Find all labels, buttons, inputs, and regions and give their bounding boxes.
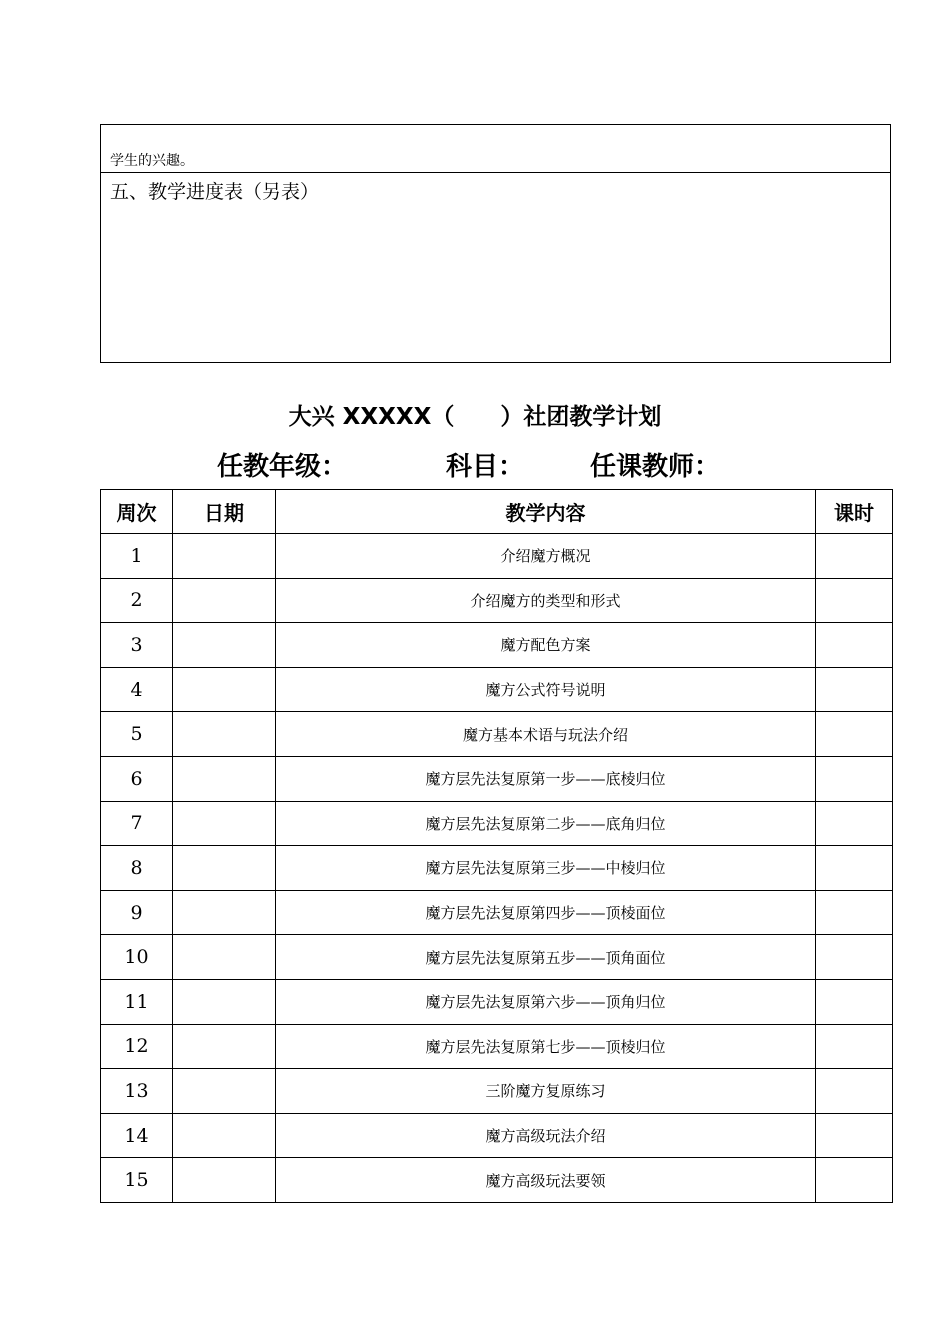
cell-hours (816, 534, 893, 579)
cell-content: 魔方层先法复原第六步——顶角归位 (276, 979, 816, 1024)
cell-hours (816, 979, 893, 1024)
cell-content: 魔方高级玩法要领 (276, 1158, 816, 1203)
cell-date (173, 1158, 276, 1203)
cell-content: 魔方基本术语与玩法介绍 (276, 712, 816, 757)
document-title (0, 398, 950, 431)
cell-week: 6 (101, 756, 173, 801)
cell-content: 魔方层先法复原第四步——顶棱面位 (276, 890, 816, 935)
previous-text-row (101, 125, 890, 173)
document-title-text: 大兴 XXXXX（ ）社团教学计划 (288, 404, 662, 430)
table-row (101, 1158, 893, 1203)
progress-section-heading: 五、教学进度表（另表） (110, 181, 320, 203)
cell-content: 介绍魔方概况 (276, 534, 816, 579)
cell-week: 1 (101, 534, 173, 579)
cell-hours (816, 890, 893, 935)
cell-hours (816, 578, 893, 623)
table-header-row (101, 490, 893, 534)
cell-week: 11 (101, 979, 173, 1024)
cell-week: 3 (101, 623, 173, 668)
table-row (101, 801, 893, 846)
header-content: 教学内容 (276, 490, 816, 534)
cell-week: 14 (101, 1113, 173, 1158)
cell-content: 魔方层先法复原第三步——中棱归位 (276, 846, 816, 891)
previous-text: 学生的兴趣。 (110, 153, 194, 169)
cell-date (173, 578, 276, 623)
cell-content: 魔方高级玩法介绍 (276, 1113, 816, 1158)
cell-content: 介绍魔方的类型和形式 (276, 578, 816, 623)
cell-hours (816, 801, 893, 846)
cell-hours (816, 935, 893, 980)
table-row (101, 1024, 893, 1069)
cell-hours (816, 756, 893, 801)
table-row (101, 534, 893, 579)
cell-week: 12 (101, 1024, 173, 1069)
cell-date (173, 979, 276, 1024)
teaching-plan-table (100, 489, 893, 1203)
cell-hours (816, 1113, 893, 1158)
cell-date (173, 1113, 276, 1158)
cell-date (173, 712, 276, 757)
cell-date (173, 801, 276, 846)
cell-content: 魔方层先法复原第五步——顶角面位 (276, 935, 816, 980)
header-date: 日期 (173, 490, 276, 534)
cell-content: 魔方层先法复原第一步——底棱归位 (276, 756, 816, 801)
table-row (101, 935, 893, 980)
cell-week: 7 (101, 801, 173, 846)
table-row (101, 1069, 893, 1114)
table-row (101, 667, 893, 712)
cell-hours (816, 623, 893, 668)
header-hours: 课时 (816, 490, 893, 534)
cell-content: 三阶魔方复原练习 (276, 1069, 816, 1114)
table-row (101, 979, 893, 1024)
cell-hours (816, 1158, 893, 1203)
cell-week: 15 (101, 1158, 173, 1203)
cell-week: 2 (101, 578, 173, 623)
cell-week: 4 (101, 667, 173, 712)
cell-date (173, 1024, 276, 1069)
cell-hours (816, 667, 893, 712)
table-row (101, 578, 893, 623)
table-row (101, 890, 893, 935)
subject-label: 科目： (446, 452, 525, 482)
cell-date (173, 534, 276, 579)
cell-content: 魔方配色方案 (276, 623, 816, 668)
table-row (101, 756, 893, 801)
previous-section-box (100, 124, 891, 363)
cell-week: 9 (101, 890, 173, 935)
cell-hours (816, 846, 893, 891)
cell-hours (816, 1024, 893, 1069)
cell-date (173, 890, 276, 935)
cell-week: 10 (101, 935, 173, 980)
cell-content: 魔方层先法复原第二步——底角归位 (276, 801, 816, 846)
cell-hours (816, 1069, 893, 1114)
cell-date (173, 623, 276, 668)
header-week: 周次 (101, 490, 173, 534)
cell-date (173, 1069, 276, 1114)
teacher-label: 任课教师： (590, 452, 721, 482)
table-row (101, 712, 893, 757)
table-row (101, 1113, 893, 1158)
cell-date (173, 935, 276, 980)
cell-week: 8 (101, 846, 173, 891)
cell-content: 魔方公式符号说明 (276, 667, 816, 712)
table-row (101, 846, 893, 891)
cell-date (173, 846, 276, 891)
grade-label: 任教年级： (217, 452, 348, 482)
cell-date (173, 756, 276, 801)
cell-content: 魔方层先法复原第七步——顶棱归位 (276, 1024, 816, 1069)
cell-hours (816, 712, 893, 757)
table-row (101, 623, 893, 668)
cell-week: 5 (101, 712, 173, 757)
cell-week: 13 (101, 1069, 173, 1114)
cell-date (173, 667, 276, 712)
